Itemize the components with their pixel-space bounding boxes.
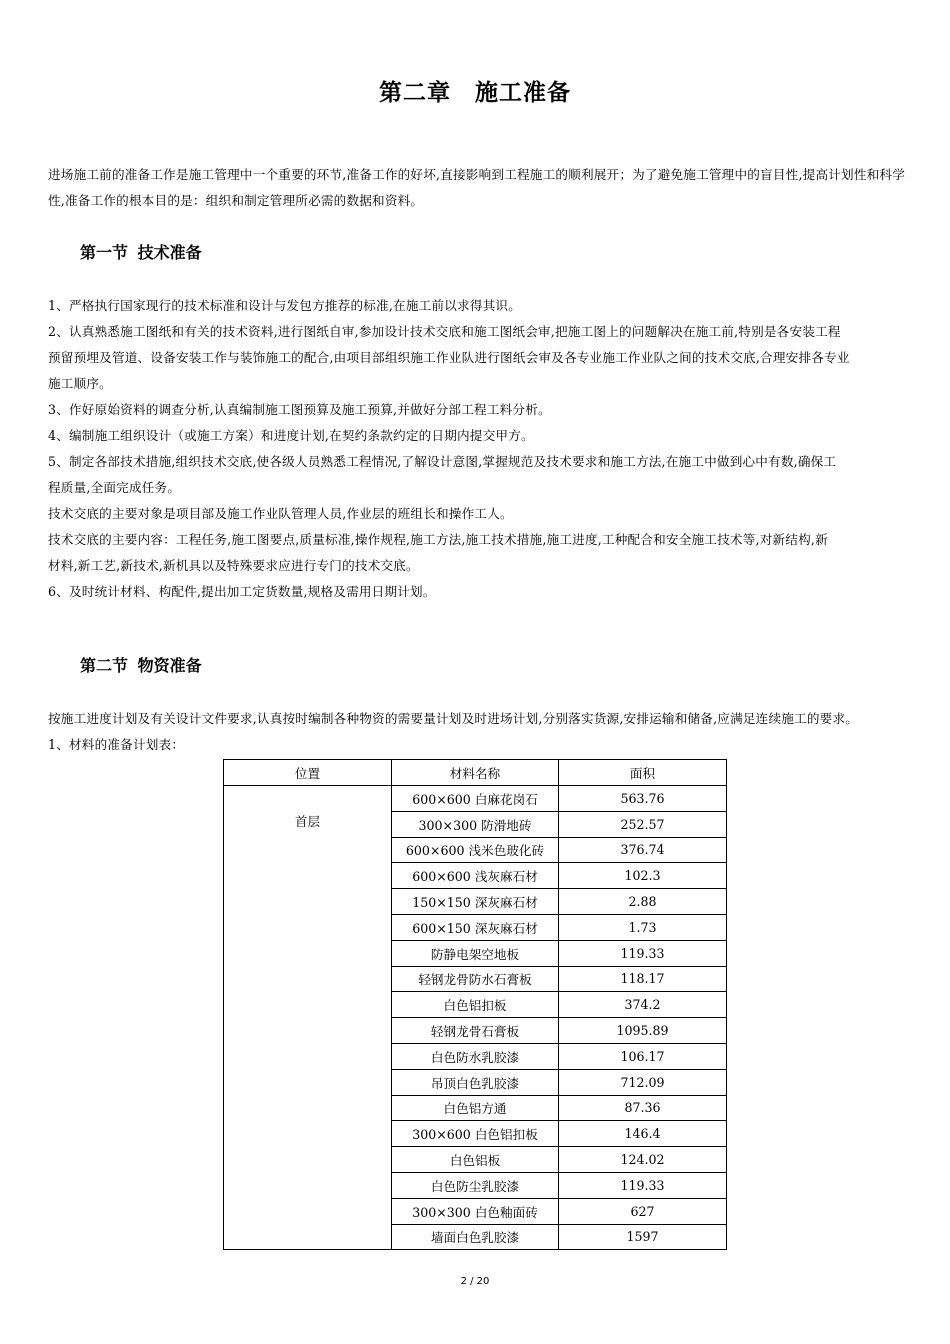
material-name-cell: 300×300 白色釉面砖 xyxy=(392,1198,559,1224)
material-name-cell: 600×600 白麻花岗石 xyxy=(392,786,559,812)
section1-line: 技术交底的主要内容：工程任务,施工图要点,质量标准,操作规程,施工方法,施工技术措施,施工进度,工种配合和安全施工技术等,对新结构,新 xyxy=(48,532,828,547)
section1-line: 2、认真熟悉施工图纸和有关的技术资料,进行图纸自审,参加设计技术交底和施工图纸会审,把施工图上的问题解决在施工前,特别是各安装工程 xyxy=(48,324,841,339)
header-area: 面积 xyxy=(559,760,727,786)
table-header-row xyxy=(224,760,727,786)
section1-line: 4、编制施工组织设计（或施工方案）和进度计划,在契约条款约定的日期内提交甲方。 xyxy=(48,428,534,443)
section2-heading: 第二节 物资准备 xyxy=(80,656,202,675)
material-name-cell: 150×150 深灰麻石材 xyxy=(392,889,559,915)
area-cell: 627 xyxy=(559,1198,727,1224)
material-name-cell: 轻钢龙骨防水石膏板 xyxy=(392,966,559,992)
material-name-cell: 600×600 浅米色玻化砖 xyxy=(392,837,559,863)
material-name-cell: 300×600 白色铝扣板 xyxy=(392,1121,559,1147)
section1-line: 3、作好原始资料的调查分析,认真编制施工图预算及施工预算,并做好分部工程工料分析。 xyxy=(48,402,551,417)
area-cell: 102.3 xyxy=(559,863,727,889)
table-row xyxy=(224,786,727,812)
area-cell: 712.09 xyxy=(559,1069,727,1095)
section1-line: 5、制定各部技术措施,组织技术交底,使各级人员熟悉工程情况,了解设计意图,掌握规范及技术要求和施工方法,在施工中做到心中有数,确保工 xyxy=(48,454,837,469)
table-caption: 1、材料的准备计划表： xyxy=(48,737,185,752)
material-name-cell: 白色防尘乳胶漆 xyxy=(392,1172,559,1198)
section1-line: 预留预埋及管道、设备安装工作与装饰施工的配合,由项目部组织施工作业队进行图纸会审及各专业施工作业队之间的技术交底,合理安排各专业 xyxy=(48,350,850,365)
table-body xyxy=(224,786,727,1250)
section1-line: 程质量,全面完成任务。 xyxy=(48,480,181,495)
section1-line: 材料,新工艺,新技术,新机具以及特殊要求应进行专门的技术交底。 xyxy=(48,558,419,573)
material-name-cell: 白色铝扣板 xyxy=(392,992,559,1018)
area-cell: 146.4 xyxy=(559,1121,727,1147)
section1-heading: 第一节 技术准备 xyxy=(80,243,202,262)
material-name-cell: 轻钢龙骨石膏板 xyxy=(392,1018,559,1044)
area-cell: 87.36 xyxy=(559,1095,727,1121)
location-cell: 首层 xyxy=(224,786,392,1250)
section1-body xyxy=(48,293,908,605)
area-cell: 106.17 xyxy=(559,1043,727,1069)
page-number: 2 / 20 xyxy=(460,1276,490,1287)
material-name-cell: 白色铝板 xyxy=(392,1147,559,1173)
header-location: 位置 xyxy=(224,760,392,786)
area-cell: 118.17 xyxy=(559,966,727,992)
area-cell: 2.88 xyxy=(559,889,727,915)
intro-paragraph: 进场施工前的准备工作是施工管理中一个重要的环节,准备工作的好坏,直接影响到工程施工的顺利展开；为了避免施工管理中的盲目性,提高计划性和科学性,准备工作的根本目的是：组织和制定管理所必需的数据和资料。 xyxy=(48,167,905,208)
area-cell: 119.33 xyxy=(559,1172,727,1198)
area-cell: 252.57 xyxy=(559,811,727,837)
area-cell: 374.2 xyxy=(559,992,727,1018)
section1-line: 6、及时统计材料、构配件,提出加工定货数量,规格及需用日期计划。 xyxy=(48,584,436,599)
section1-line: 施工顺序。 xyxy=(48,376,112,391)
section1-line: 技术交底的主要对象是项目部及施工作业队管理人员,作业层的班组长和操作工人。 xyxy=(48,506,513,521)
area-cell: 1597 xyxy=(559,1224,727,1250)
material-name-cell: 墙面白色乳胶漆 xyxy=(392,1224,559,1250)
section2-intro: 按施工进度计划及有关设计文件要求,认真按时编制各种物资的需要量计划及时进场计划,分别落实货源,安排运输和储备,应满足连续施工的要求。 xyxy=(48,711,859,726)
material-name-cell: 防静电架空地板 xyxy=(392,940,559,966)
chapter-title: 第二章 施工准备 xyxy=(379,80,571,106)
area-cell: 119.33 xyxy=(559,940,727,966)
material-name-cell: 300×300 防滑地砖 xyxy=(392,811,559,837)
materials-table xyxy=(223,759,727,1250)
material-name-cell: 600×600 浅灰麻石材 xyxy=(392,863,559,889)
section1-line: 1、严格执行国家现行的技术标准和设计与发包方推荐的标准,在施工前以求得其识。 xyxy=(48,298,521,313)
section2-body xyxy=(48,706,908,758)
area-cell: 1095.89 xyxy=(559,1018,727,1044)
material-name-cell: 吊顶白色乳胶漆 xyxy=(392,1069,559,1095)
area-cell: 563.76 xyxy=(559,786,727,812)
area-cell: 124.02 xyxy=(559,1147,727,1173)
header-material: 材料名称 xyxy=(392,760,559,786)
material-name-cell: 600×150 深灰麻石材 xyxy=(392,914,559,940)
area-cell: 1.73 xyxy=(559,914,727,940)
area-cell: 376.74 xyxy=(559,837,727,863)
material-name-cell: 白色铝方通 xyxy=(392,1095,559,1121)
material-name-cell: 白色防水乳胶漆 xyxy=(392,1043,559,1069)
